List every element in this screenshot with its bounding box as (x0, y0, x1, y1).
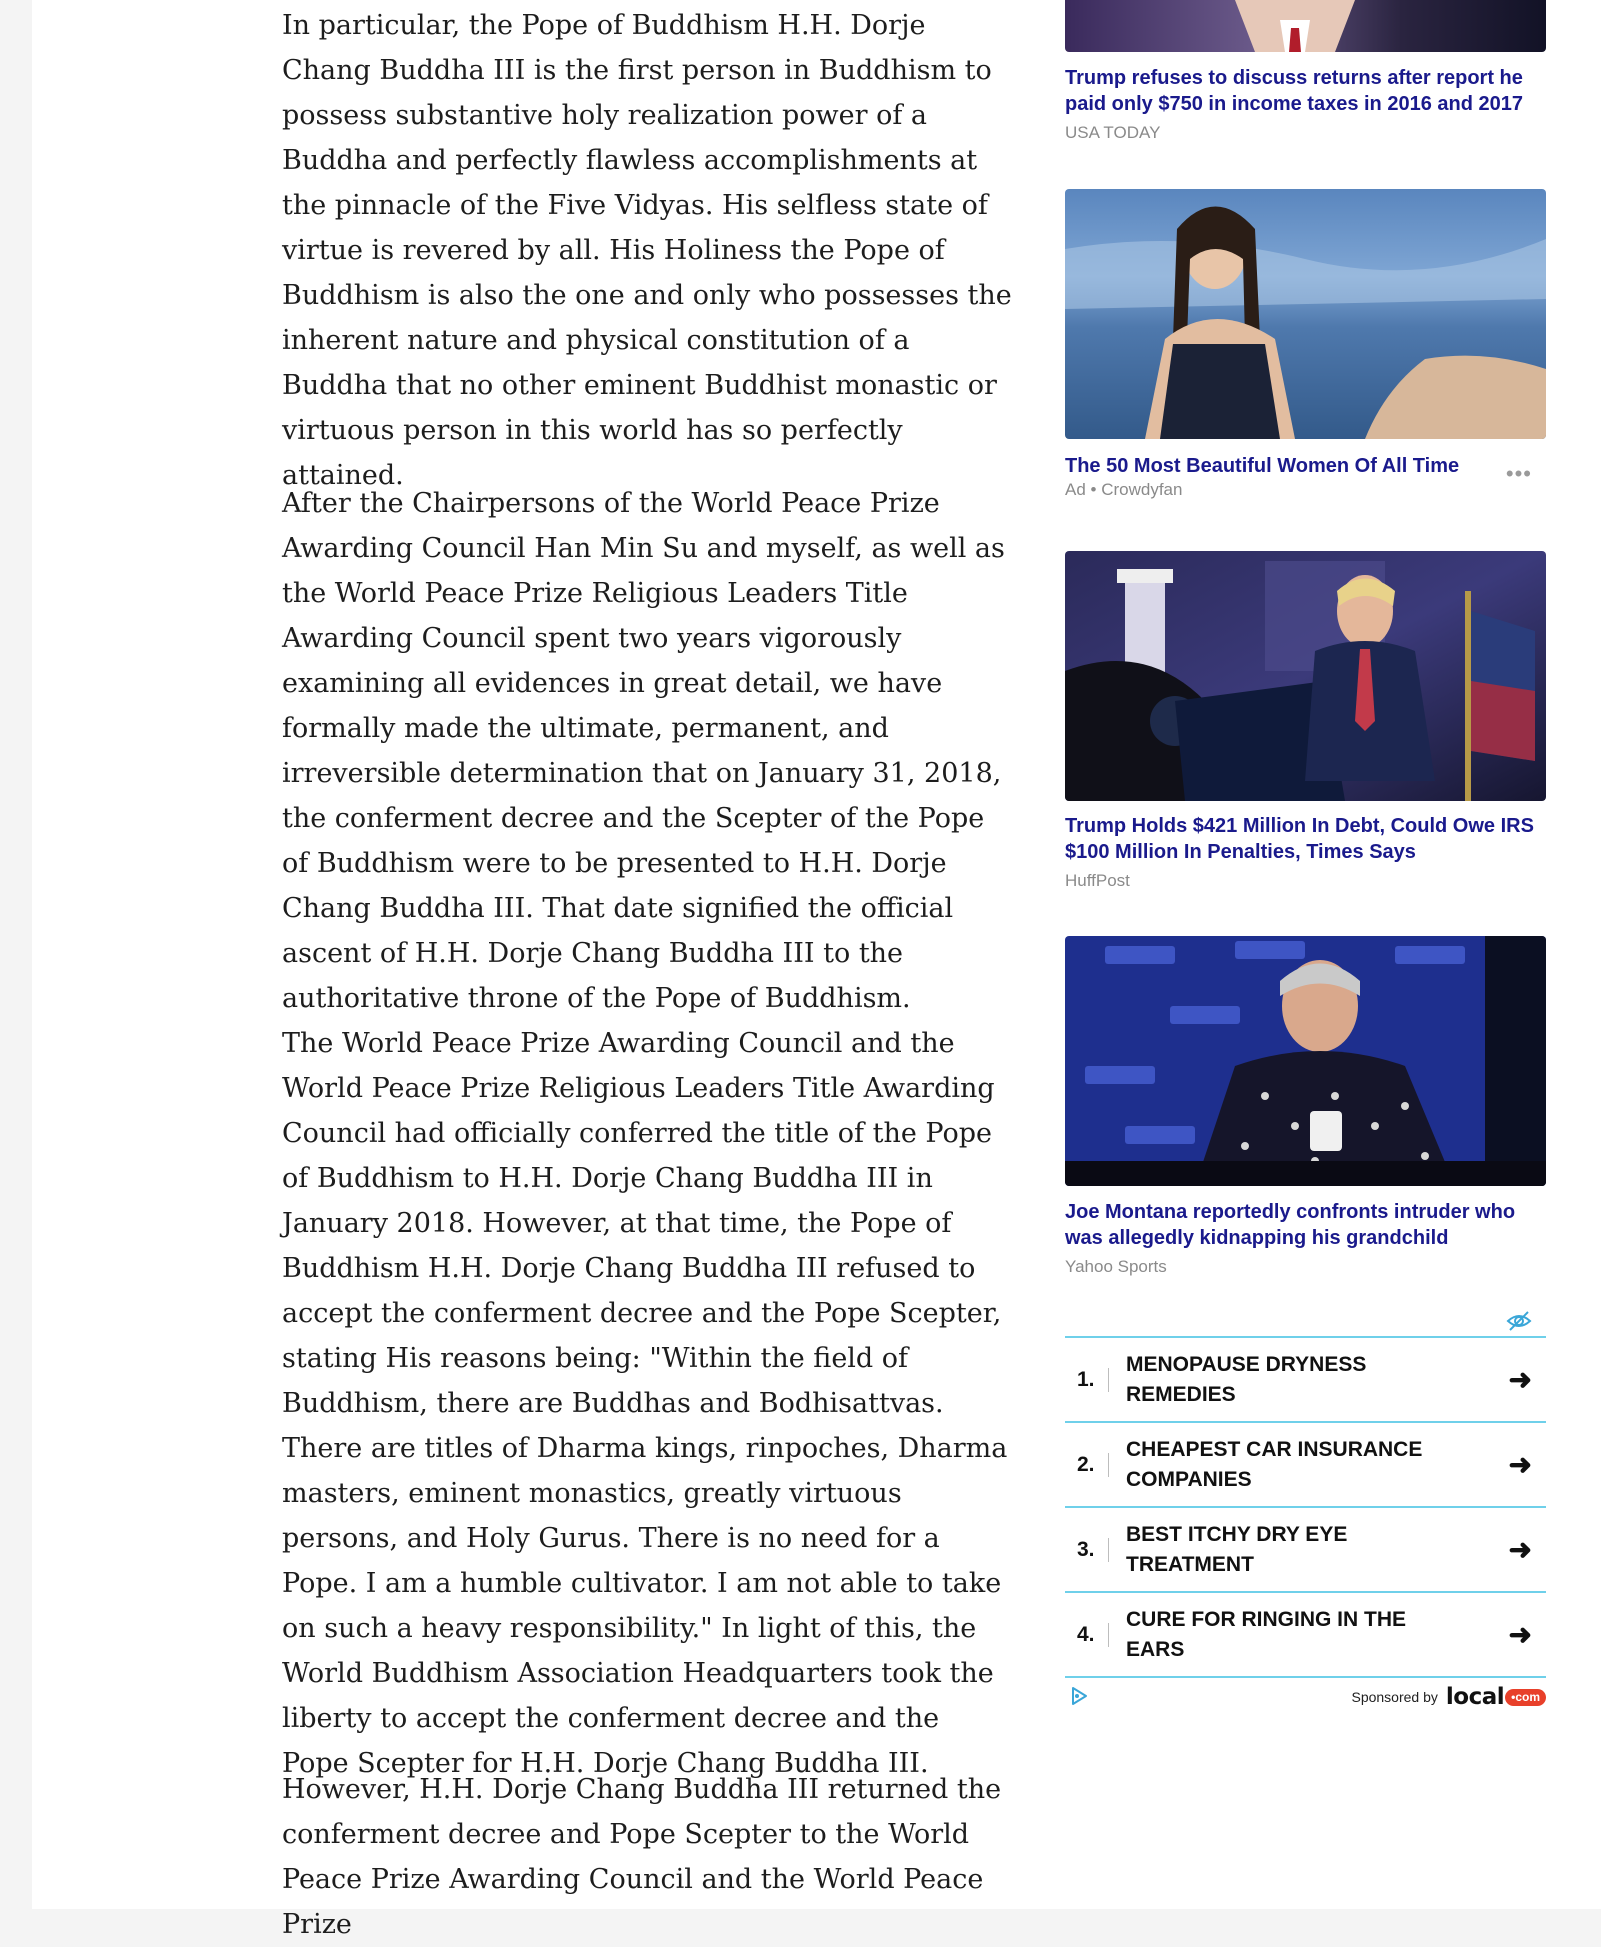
right-arrow-icon[interactable]: ➜ (1508, 1449, 1532, 1480)
search-ad-row[interactable] (1065, 1423, 1546, 1508)
search-ad-row[interactable] (1065, 1593, 1546, 1678)
local-logo[interactable]: local (1445, 1684, 1505, 1710)
search-ad-label[interactable]: BEST ITCHY DRY EYE TREATMENT (1126, 1522, 1348, 1576)
story-headline[interactable]: Trump Holds $421 Million In Debt, Could Owe IRS $100 Million In Penalties, Times Says (1065, 815, 1534, 863)
search-ad-row[interactable] (1065, 1508, 1546, 1593)
search-ad-number: 2. (1077, 1453, 1095, 1476)
sponsored-label: Sponsored by (1351, 1689, 1438, 1705)
eye-slash-icon[interactable] (1506, 1310, 1532, 1332)
page (32, 0, 1601, 1940)
search-ad-number: 4. (1077, 1623, 1095, 1646)
story-thumbnail[interactable] (1065, 936, 1546, 1186)
story-headline[interactable]: Joe Montana reportedly confronts intruder who was allegedly kidnapping his grandchild (1065, 1201, 1516, 1249)
search-ad-number: 3. (1077, 1538, 1095, 1561)
article-paragraph: After the Chairpersons of the World Peace Prize Awarding Council Han Min Su and myself, as well as the World Peace Prize Religious Leaders Title Awarding Council spent two years vigorously examining all evidences in great detail, we have formally made the ultimate, permanent, and irreversible determination that on January 31, 2018, the conferment decree and the Scepter of the Pope of Buddhism were to be presented to H.H. Dorje Chang Buddha III. That date signified the official ascent of H.H. Dorje Chang Buddha III to the authoritative throne of the Pope of Buddhism. (282, 488, 1005, 1014)
row-divider (1108, 1538, 1109, 1562)
row-divider (1108, 1623, 1109, 1647)
search-ad-number: 1. (1077, 1368, 1095, 1391)
local-logo-badge: •com (1505, 1689, 1546, 1706)
story-headline[interactable]: The 50 Most Beautiful Women Of All Time (1065, 455, 1460, 477)
story-source: Ad • Crowdyfan (1065, 480, 1183, 499)
adchoices-icon[interactable] (1069, 1686, 1089, 1706)
story-source: Yahoo Sports (1065, 1257, 1167, 1276)
story-source: USA TODAY (1065, 123, 1161, 142)
story-thumbnail[interactable] (1065, 551, 1546, 801)
more-dots-icon[interactable]: ••• (1505, 461, 1532, 486)
search-ad-label[interactable]: CHEAPEST CAR INSURANCE COMPANIES (1126, 1437, 1423, 1491)
story-thumbnail[interactable] (1065, 0, 1546, 52)
article-paragraph: However, H.H. Dorje Chang Buddha III returned the conferment decree and Pope Scepter to the World Peace Prize Awarding Council and the World Peace Prize (282, 1774, 1002, 1940)
search-ads-list (1065, 1336, 1546, 1678)
story-thumbnail[interactable] (1065, 189, 1546, 439)
search-ad-label[interactable]: MENOPAUSE DRYNESS REMEDIES (1126, 1352, 1367, 1406)
article-paragraph: The World Peace Prize Awarding Council and the World Peace Prize Religious Leaders Title Awarding Council had officially conferred the title of the Pope of Buddhism to H.H. Dorje Chang Buddha III in January 2018. However, at that time, the Pope of Buddhism H.H. Dorje Chang Buddha III refused to accept the conferment decree and the Pope Scepter, stating His reasons being: "Within the field of Buddhism, there are Buddhas and Bodhisattvas. There are titles of Dharma kings, rinpoches, Dharma masters, eminent monastics, greatly virtuous persons, and Holy Gurus. There is no need for a Pope. I am a humble cultivator. I am not able to take on such a heavy responsibility." In light of this, the World Buddhism Association Headquarters took the liberty to accept the conferment decree and the Pope Scepter for H.H. Dorje Chang Buddha III. (282, 1028, 1008, 1779)
story-headline[interactable]: Trump refuses to discuss returns after report he paid only $750 in income taxes in 2016 and 2017 (1065, 67, 1523, 115)
right-arrow-icon[interactable]: ➜ (1508, 1619, 1532, 1650)
right-arrow-icon[interactable]: ➜ (1508, 1364, 1532, 1395)
right-arrow-icon[interactable]: ➜ (1508, 1534, 1532, 1565)
story-source: HuffPost (1065, 871, 1130, 890)
search-ad-label[interactable]: CURE FOR RINGING IN THE EARS (1126, 1607, 1407, 1661)
search-ad-row[interactable] (1065, 1338, 1546, 1423)
sponsored-by[interactable] (1351, 1684, 1546, 1710)
article-paragraph: In particular, the Pope of Buddhism H.H. Dorje Chang Buddha III is the first person in Buddhism to possess substantive holy realization power of a Buddha and perfectly flawless accomplishments at the pinnacle of the Five Vidyas. His selfless state of virtue is revered by all. His Holiness the Pope of Buddhism is also the one and only who possesses the inherent nature and physical constitution of a Buddha that no other eminent Buddhist monastic or virtuous person in this world has so perfectly attained. (282, 10, 1012, 491)
row-divider (1108, 1368, 1109, 1392)
row-divider (1108, 1453, 1109, 1477)
